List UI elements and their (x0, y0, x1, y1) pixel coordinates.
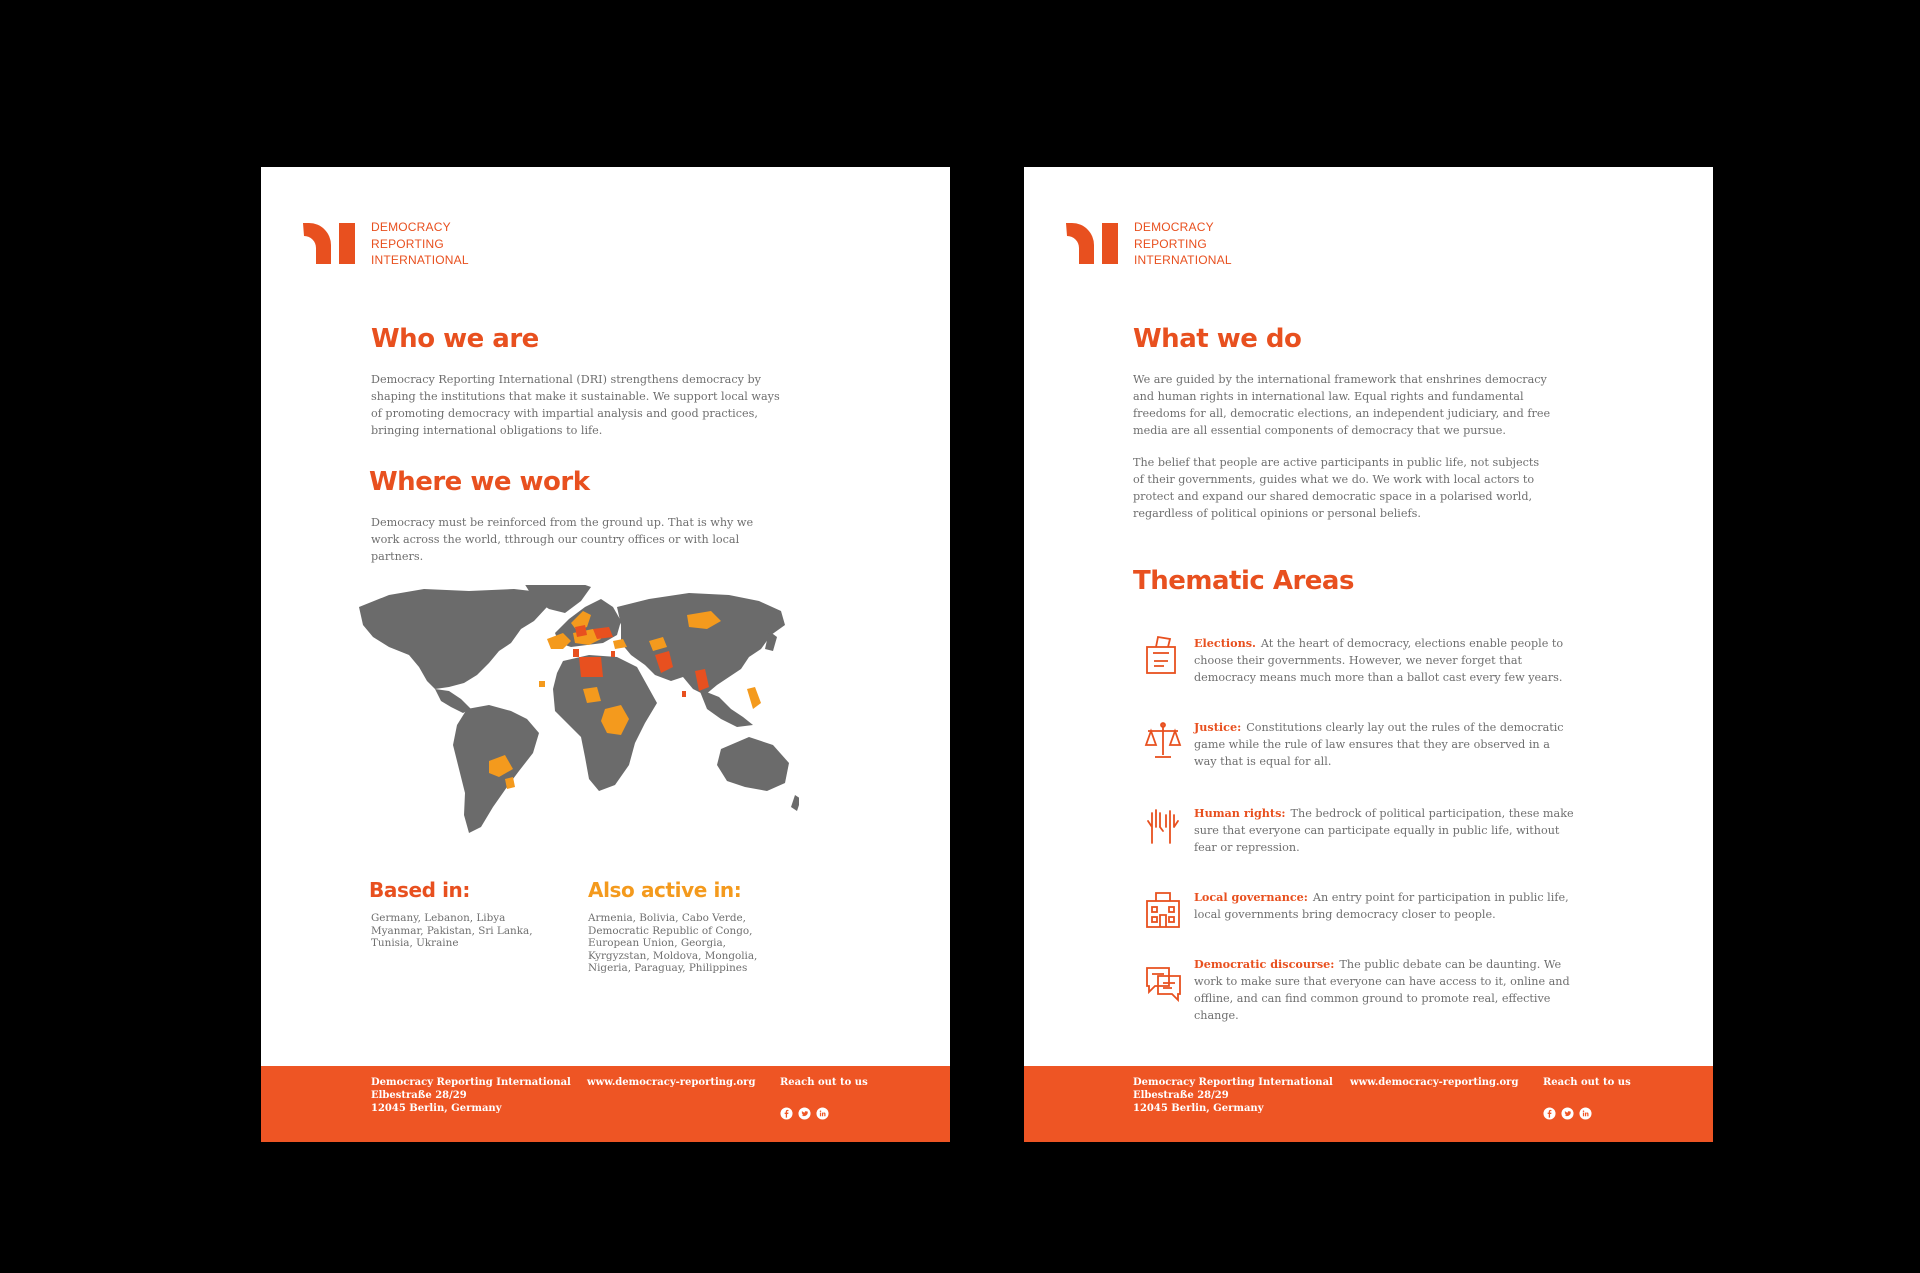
where-we-work-text: Democracy must be reinforced from the ground up. That is why we work across the world, tthrough our country offices or with local partners. (371, 516, 754, 563)
based-in-heading: Based in: (369, 878, 470, 902)
map-australia (717, 737, 789, 791)
footer-org-name: Democracy Reporting International (371, 1077, 571, 1088)
flyer-page-left (261, 167, 950, 1142)
footer-website[interactable]: www.democracy-reporting.org (587, 1077, 756, 1088)
map-central-america (435, 689, 471, 713)
facebook-icon[interactable] (1543, 1107, 1556, 1120)
theme-human-rights (1144, 805, 1574, 865)
speech-bubbles-icon (1144, 962, 1182, 1004)
footer-org-name: Democracy Reporting International (1133, 1077, 1333, 1088)
also-active-list: Armenia, Bolivia, Cabo Verde, Democratic Republic of Congo, European Union, Georgia, Kyrgyzstan, Moldova, Mongolia, Nigeria, Paraguay, Philippines (588, 912, 758, 975)
theme-local-governance (1144, 889, 1569, 949)
theme-local-governance-name: Local governance: (1194, 890, 1308, 904)
scales-icon (1144, 719, 1182, 761)
theme-justice-text (1194, 719, 1574, 770)
theme-justice-description: Constitutions clearly lay out the rules of the democratic game while the rule of law ensures that they are observed in a way that is equal for all. (1194, 721, 1564, 768)
what-we-do-heading: What we do (1133, 324, 1302, 354)
footer-website[interactable]: www.democracy-reporting.org (1350, 1077, 1519, 1088)
thematic-areas-heading: Thematic Areas (1133, 566, 1354, 596)
footer-city: 12045 Berlin, Germany (1133, 1102, 1264, 1114)
theme-democratic-discourse (1144, 956, 1570, 1022)
theme-justice-name: Justice: (1194, 720, 1242, 734)
who-we-are-heading: Who we are (371, 324, 539, 354)
brand-name (1134, 219, 1232, 269)
theme-local-governance-description: An entry point for participation in public life, local governments bring democracy closer to people. (1194, 891, 1569, 921)
building-icon (1144, 889, 1182, 931)
theme-human-rights-description: The bedrock of political participation, these make sure that everyone can participate equally in public life, without fear or repression. (1194, 807, 1574, 854)
twitter-icon[interactable] (1561, 1107, 1574, 1120)
linkedin-icon[interactable] (816, 1107, 829, 1120)
brand-name (371, 219, 469, 269)
brand-line-1: DEMOCRACY (1134, 220, 1214, 234)
twitter-icon[interactable] (798, 1107, 811, 1120)
also-active-heading: Also active in: (588, 878, 742, 902)
footer-city: 12045 Berlin, Germany (371, 1102, 502, 1114)
brand-line-2: REPORTING (371, 236, 444, 251)
linkedin-icon[interactable] (1579, 1107, 1592, 1120)
social-links (780, 1107, 829, 1120)
footer-reach-label: Reach out to us (1543, 1077, 1631, 1088)
map-north-america (359, 589, 549, 689)
footer-address (371, 1077, 571, 1115)
map-region-lebanon (611, 651, 615, 657)
who-we-are-text: Democracy Reporting International (DRI) strengthens democracy by shaping the institutions that make it sustainable. We support local ways of promoting democracy with impartial analysis and good practices, bringing international obligations to life. (371, 373, 780, 437)
brand-logo (303, 221, 523, 269)
world-map (349, 585, 799, 845)
map-region-cabo-verde (539, 681, 545, 687)
brand-line-1: DEMOCRACY (371, 220, 451, 234)
theme-democratic-discourse-text (1194, 956, 1574, 1024)
theme-human-rights-name: Human rights: (1194, 806, 1286, 820)
map-region-libya (579, 657, 603, 677)
theme-human-rights-text (1194, 805, 1574, 856)
theme-democratic-discourse-name: Democratic discourse: (1194, 957, 1335, 971)
theme-justice (1144, 719, 1564, 779)
theme-democratic-discourse-description: The public debate can be daunting. We work to make sure that everyone can have access to it, online and offline, and can find common ground to promote real, effective change. (1194, 958, 1570, 1022)
footer (261, 1066, 950, 1142)
theme-elections-text (1194, 635, 1574, 686)
footer (1024, 1066, 1713, 1142)
brand-line-3: INTERNATIONAL (1134, 253, 1232, 267)
where-we-work-heading: Where we work (369, 467, 590, 497)
footer-street: Elbestraße 28/29 (1133, 1089, 1229, 1101)
footer-contact (1543, 1077, 1631, 1090)
footer-contact (780, 1077, 868, 1090)
based-in-list: Germany, Lebanon, Libya Myanmar, Pakistan, Sri Lanka, Tunisia, Ukraine (371, 912, 533, 950)
flyer-page-right (1024, 167, 1713, 1142)
theme-elections-name: Elections. (1194, 636, 1256, 650)
what-we-do-text-1: We are guided by the international framework that enshrines democracy and human rights in international law. Equal rights and fundamental freedoms for all, democratic elections, an independent judiciary, and free media are all essential components of democracy that we pursue. (1133, 373, 1551, 437)
dri-arc-logo-icon (1066, 221, 1118, 265)
theme-local-governance-text (1194, 889, 1574, 923)
what-we-do-text-2: The belief that people are active participants in public life, not subjects of their governments, guides what we do. We work with local actors to protect and expand our shared democratic space in a polarised world, regardless of political opinions or personal beliefs. (1133, 456, 1540, 520)
footer-reach-label: Reach out to us (780, 1077, 868, 1088)
map-region-philippines (747, 687, 761, 709)
social-links (1543, 1107, 1592, 1120)
map-region-germany (575, 625, 587, 637)
map-new-zealand (791, 795, 799, 811)
map-region-sri-lanka (682, 691, 686, 697)
facebook-icon[interactable] (780, 1107, 793, 1120)
theme-elections-description: At the heart of democracy, elections enable people to choose their governments. However, we never forget that democracy means much more than a ballot cast every few years. (1194, 637, 1564, 684)
brand-line-3: INTERNATIONAL (371, 253, 469, 267)
map-region-tunisia (573, 649, 579, 657)
dri-arc-logo-icon (303, 221, 355, 265)
map-southeast-asia (699, 689, 753, 727)
footer-street: Elbestraße 28/29 (371, 1089, 467, 1101)
theme-elections (1144, 635, 1564, 695)
brand-logo (1066, 221, 1286, 269)
raised-hands-icon (1144, 805, 1182, 847)
footer-address (1133, 1077, 1333, 1115)
brand-line-2: REPORTING (1134, 236, 1207, 251)
ballot-box-icon (1144, 635, 1182, 677)
